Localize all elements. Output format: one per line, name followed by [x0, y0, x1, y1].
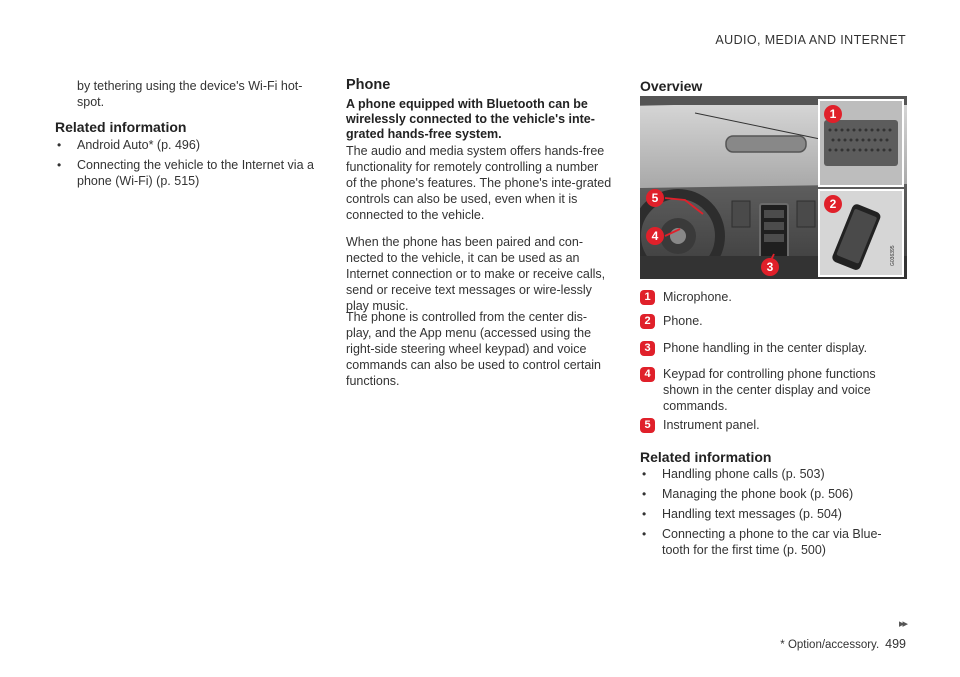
- page-footer: [780, 637, 906, 651]
- footnote: * Option/accessory.: [780, 639, 880, 651]
- callout-item: [640, 313, 703, 329]
- callout-badge-1: [824, 105, 842, 123]
- lead-paragraph: A phone equipped with Bluetooth can be wirelessly connected to the vehicle's inte-grated hands-free system.: [346, 97, 595, 141]
- callout-text: Phone handling in the center display.: [663, 341, 868, 355]
- car-interior-illustration: [640, 96, 907, 279]
- list-item[interactable]: • Managing the phone book (p. 506): [640, 486, 890, 502]
- callout-number-badge: 5: [640, 418, 655, 433]
- list-item[interactable]: • Connecting the vehicle to the Internet via a phone (Wi-Fi) (p. 515): [55, 157, 317, 189]
- callout-badge-4: [646, 227, 664, 245]
- related-info-list: [55, 137, 317, 193]
- section-header: AUDIO, MEDIA AND INTERNET: [715, 33, 906, 47]
- continuation-text: by tethering using the device's Wi-Fi hot-spot.: [77, 79, 303, 109]
- callout-text: Phone.: [663, 314, 703, 328]
- callout-number-badge: 1: [640, 290, 655, 305]
- callout-text: Keypad for controlling phone functions shown in the center display and voice commands.: [663, 367, 876, 413]
- body-paragraph: The phone is controlled from the center dis-play, and the App menu (accessed using the right-side steering wheel keypad) and voice commands can also be used to control certain functions.: [346, 310, 601, 388]
- body-paragraph: When the phone has been paired and con-nected to the vehicle, it can be used as an Internet connection or to make or receive calls, send or receive text messages or wire-lessly play music.: [346, 235, 606, 313]
- svg-text:1: 1: [829, 107, 837, 121]
- related-info-heading: Related information: [55, 119, 187, 135]
- next-page-arrows[interactable]: ▸▸: [898, 618, 906, 630]
- page-title: Phone: [346, 77, 391, 93]
- related-info-heading: Related information: [640, 449, 772, 465]
- page-number: 499: [885, 637, 906, 651]
- callout-item: [640, 366, 890, 414]
- related-info-list: [640, 466, 890, 562]
- list-item[interactable]: • Handling text messages (p. 504): [640, 506, 890, 522]
- svg-text:3: 3: [766, 260, 774, 274]
- svg-text:2: 2: [829, 197, 837, 211]
- callout-item: [640, 340, 908, 356]
- callout-badge-2: [824, 195, 842, 213]
- callout-text: Microphone.: [663, 290, 732, 304]
- svg-text:4: 4: [651, 229, 659, 243]
- body-paragraph: The audio and media system offers hands-free functionality for remotely controlling a number of the phone's features. The phone's inte-grated controls can also be used, even when it is connected to the vehicle.: [346, 144, 612, 222]
- car-interior-image: [640, 96, 907, 279]
- callout-number-badge: 2: [640, 314, 655, 329]
- svg-text:5: 5: [651, 191, 659, 205]
- list-item[interactable]: • Connecting a phone to the car via Blue-tooth for the first time (p. 500): [640, 526, 890, 558]
- list-item[interactable]: • Android Auto* (p. 496): [55, 137, 317, 153]
- figure-code: G036395: [890, 245, 896, 266]
- list-item[interactable]: • Handling phone calls (p. 503): [640, 466, 890, 482]
- callout-text: Instrument panel.: [663, 418, 760, 432]
- callout-badge-5: [646, 189, 664, 207]
- callout-badge-3: [761, 258, 779, 276]
- callout-number-badge: 3: [640, 341, 655, 356]
- callout-item: [640, 417, 760, 433]
- overview-heading: Overview: [640, 78, 703, 94]
- callout-item: [640, 289, 732, 305]
- callout-number-badge: 4: [640, 367, 655, 382]
